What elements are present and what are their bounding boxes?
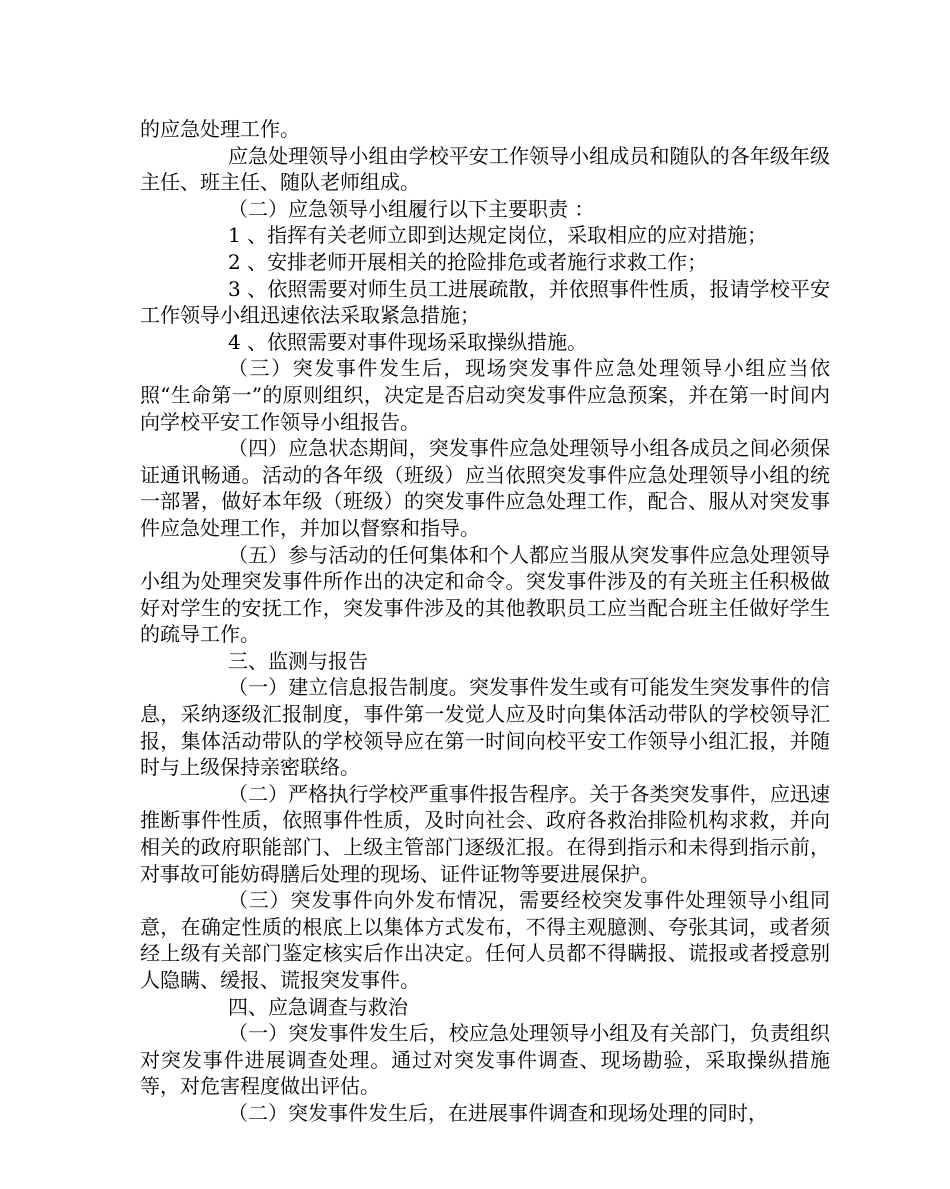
paragraph-section-4: （四）应急状态期间，突发事件应急处理领导小组各成员之间必须保证通讯畅通。活动的各年级（班级）应当依照突发事件应急处理领导小组的统一部署，做好本年级（班级）的突发事件应急处理工作，配合、服从对突发事件应急处理工作，并加以督察和指导。 bbox=[140, 436, 830, 540]
paragraph-section-3: （三）突发事件发生后，现场突发事件应急处理领导小组应当依照“生命第一”的原则组织，决定是否启动突发事件应急预案，并在第一时间内向学校平安工作领导小组报告。 bbox=[140, 356, 830, 434]
paragraph-investigation: （一）突发事件发生后，校应急处理领导小组及有关部门，负责组织对突发事件进展调查处理。通过对突发事件调查、现场勘验，采取操纵措施等，对危害程度做出评估。 bbox=[140, 1021, 830, 1099]
heading-monitoring-reporting: 三、监测与报告 bbox=[228, 648, 368, 673]
heading-investigation-rescue: 四、应急调查与救治 bbox=[228, 994, 408, 1019]
paragraph-duty-1: 1 、指挥有关老师立即到达规定岗位，采取相应的应对措施； bbox=[228, 223, 768, 248]
paragraph-duty-2: 2 、安排老师开展相关的抢险排危或者施行求救工作； bbox=[228, 249, 708, 274]
paragraph-duty-3: 3 、依照需要对师生员工进展疏散，并依照事件性质，报请学校平安工作领导小组迅速依法采取紧急措施； bbox=[140, 276, 830, 328]
paragraph-team-composition: 应急处理领导小组由学校平安工作领导小组成员和随队的各年级年级主任、班主任、随队老师组成。 bbox=[140, 143, 830, 195]
paragraph-duties-heading: （二）应急领导小组履行以下主要职责 ： bbox=[228, 196, 595, 221]
paragraph-continuation: 的应急处理工作。 bbox=[140, 117, 300, 141]
paragraph-information-release: （三）突发事件向外发布情况，需要经校突发事件处理领导小组同意，在确定性质的根底上以集体方式发布，不得主观臆测、夸张其词，或者须经上级有关部门鉴定核实后作出决定。任何人员都不得瞒报、谎报或者授意别人隐瞒、缓报、谎报突发事件。 bbox=[140, 888, 830, 992]
paragraph-duty-4: 4 、依照需要对事件现场采取操纵措施。 bbox=[228, 329, 588, 354]
paragraph-rescue: （二）突发事件发生后，在进展事件调查和现场处理的同时， bbox=[228, 1100, 768, 1125]
document-page bbox=[140, 116, 830, 1127]
paragraph-section-5: （五）参与活动的任何集体和个人都应当服从突发事件应急处理领导小组为处理突发事件所作出的决定和命令。突发事件涉及的有关班主任积极做好对学生的安抚工作，突发事件涉及的其他教职员工应当配合班主任做好学生的疏导工作。 bbox=[140, 542, 830, 647]
paragraph-report-system: （一）建立信息报告制度。突发事件发生或有可能发生突发事件的信息，采纳逐级汇报制度，事件第一发觉人应及时向集体活动带队的学校领导汇报，集体活动带队的学校领导应在第一时间向校平安工作领导小组汇报，并随时与上级保持亲密联络。 bbox=[140, 675, 830, 780]
paragraph-report-procedure: （二）严格执行学校严重事件报告程序。关于各类突发事件，应迅速推断事件性质，依照事件性质，及时向社会、政府各救治排险机构求救，并向相关的政府职能部门、上级主管部门逐级汇报。在得到指示和未得到指示前，对事故可能妨碍膳后处理的现场、证件证物等要进展保护。 bbox=[140, 781, 830, 886]
